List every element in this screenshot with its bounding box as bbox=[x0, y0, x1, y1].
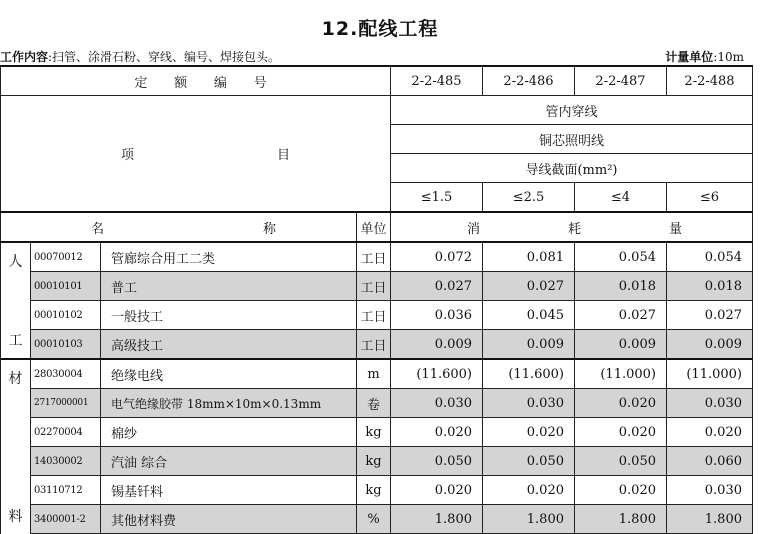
size-cell: ≤1.5 bbox=[391, 183, 483, 213]
table-row: 03110712 锡基钎料 kg 0.020 0.020 0.020 0.030 bbox=[1, 476, 753, 505]
quota-code: 2-2-486 bbox=[483, 66, 575, 96]
size-cell: ≤6 bbox=[667, 183, 753, 213]
table-row: 00010101 普工 工日 0.027 0.027 0.018 0.018 bbox=[1, 272, 753, 301]
group-label-material-top: 材 bbox=[1, 359, 31, 447]
unit-header: 单位 bbox=[357, 212, 391, 242]
section-label: 导线截面(mm²) bbox=[391, 154, 753, 183]
work-content-label: 工作内容 bbox=[0, 50, 49, 64]
size-cell: ≤4 bbox=[575, 183, 667, 213]
category-conduit-wiring: 管内穿线 bbox=[391, 96, 753, 125]
quota-code: 2-2-488 bbox=[667, 66, 753, 96]
measure-unit-label: 计量单位 bbox=[665, 50, 714, 64]
measure-unit bbox=[665, 48, 744, 65]
quota-code: 2-2-487 bbox=[575, 66, 667, 96]
measure-unit-value: :10m bbox=[713, 50, 744, 64]
name-header: 名 称 bbox=[1, 212, 357, 242]
consumption-header: 消 耗 量 bbox=[391, 212, 753, 242]
item-header: 项 目 bbox=[1, 96, 391, 213]
work-content-text: :扫管、涂滑石粉、穿线、编号、焊接包头。 bbox=[48, 50, 281, 64]
column-header-row bbox=[1, 212, 753, 242]
table-row: 料 14030002 汽油 综合 kg 0.050 0.050 0.050 0.060 bbox=[1, 447, 753, 476]
size-cell: ≤2.5 bbox=[483, 183, 575, 213]
group-label-labor-bottom: 工 bbox=[1, 301, 31, 360]
page-title: 12.配线工程 bbox=[321, 18, 439, 40]
group-label-material-bottom: 料 bbox=[1, 447, 31, 534]
table-row: 人 00070012 管廊综合用工二类 工日 0.072 0.081 0.054 0.054 bbox=[1, 242, 753, 272]
category-copper-lighting: 铜芯照明线 bbox=[391, 125, 753, 154]
quota-table bbox=[0, 65, 753, 534]
header-row-category1 bbox=[1, 96, 753, 125]
header-row-codes bbox=[1, 66, 753, 96]
quota-code: 2-2-485 bbox=[391, 66, 483, 96]
group-label-labor-top: 人 bbox=[1, 242, 31, 301]
table-row: 02270004 棉纱 kg 0.020 0.020 0.020 0.020 bbox=[1, 418, 753, 447]
table-row: 2717000001 电气绝缘胶带 18mm×10m×0.13mm 卷 0.030 0.030 0.020 0.030 bbox=[1, 389, 753, 418]
table-row: 工 00010102 一般技工 工日 0.036 0.045 0.027 0.027 bbox=[1, 301, 753, 330]
quota-number-header: 定 额 编 号 bbox=[1, 66, 391, 96]
table-row: 00010103 高级技工 工日 0.009 0.009 0.009 0.009 bbox=[1, 330, 753, 360]
table-row: 材 28030004 绝缘电线 m (11.600) (11.600) (11.000) (11.000) bbox=[1, 359, 753, 389]
work-content bbox=[0, 48, 280, 65]
table-row: 3400001-2 其他材料费 % 1.800 1.800 1.800 1.800 bbox=[1, 505, 753, 534]
